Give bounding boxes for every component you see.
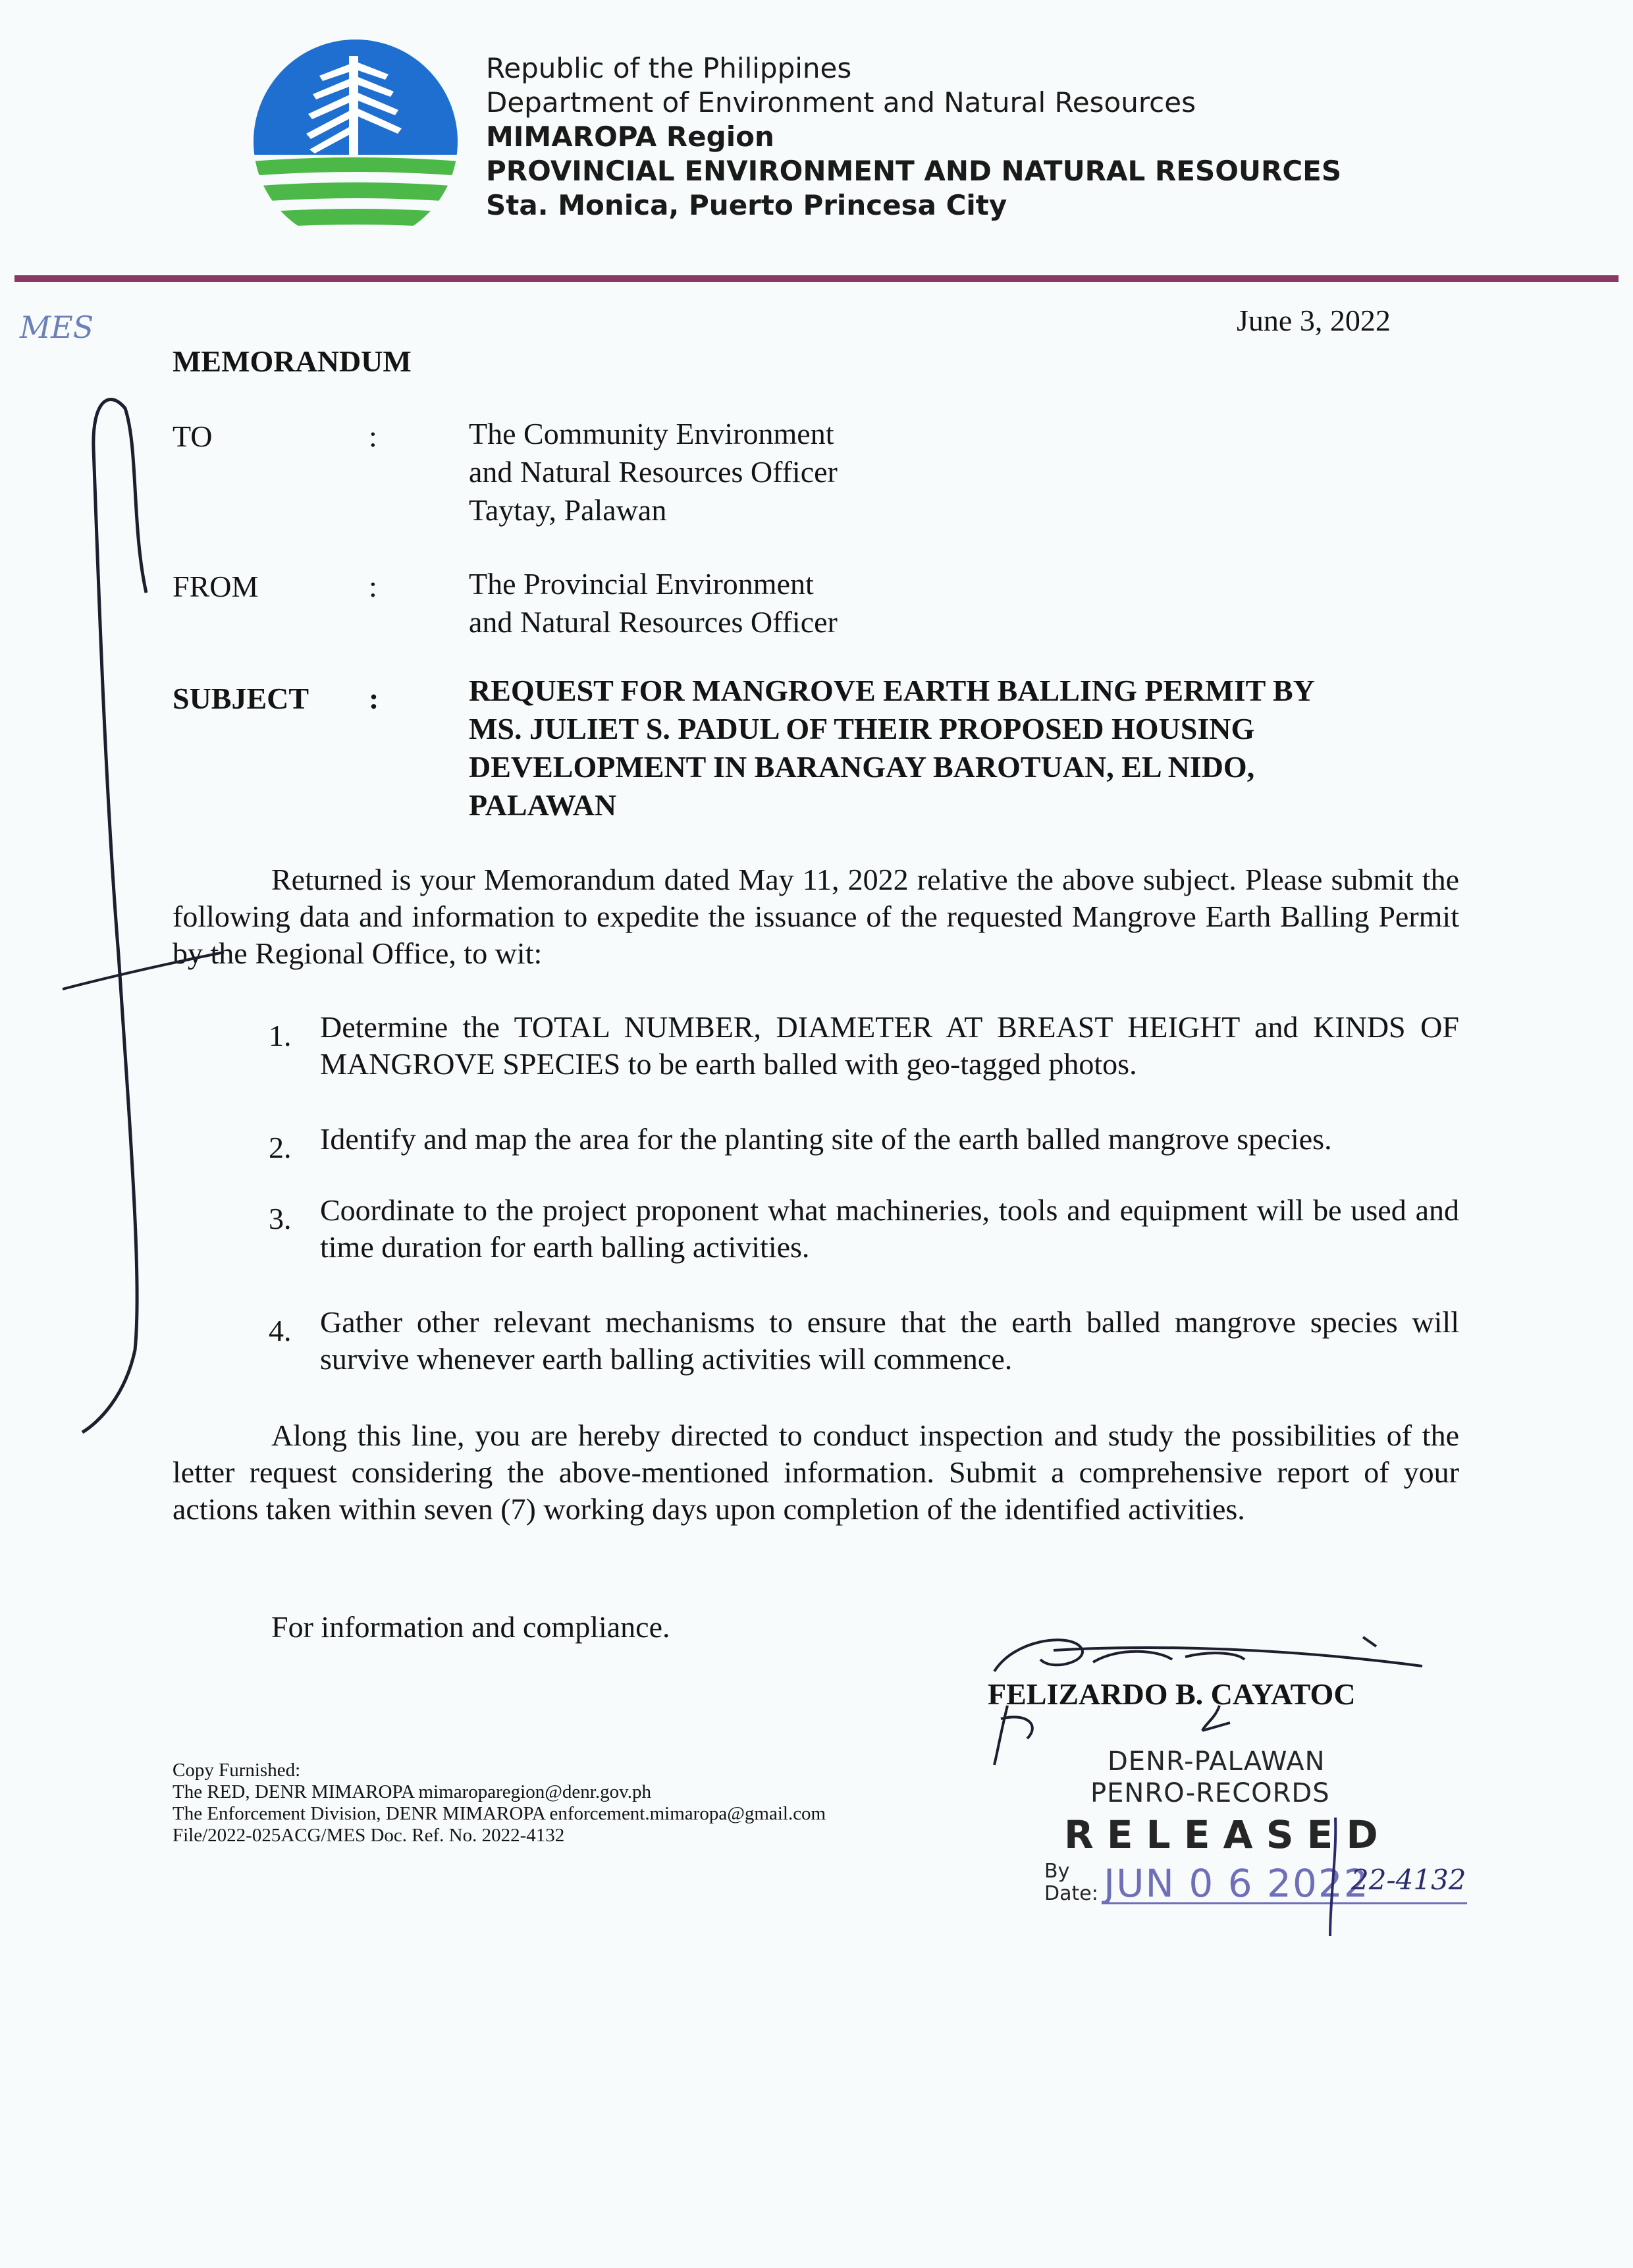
- list-item-1-text: Determine the TOTAL NUMBER, DIAMETER AT BREAST HEIGHT and KINDS OF MANGROVE SPECIES to be earth balled with geo-tagged photos.: [320, 1010, 1459, 1081]
- memo-title: MEMORANDUM: [173, 344, 412, 378]
- stamp-handwritten-ref: 22-4132: [1351, 1864, 1466, 1896]
- closing-paragraph: Along this line, you are hereby directed to conduct inspection and study the possibilities of the letter request considering the above-mentioned information. Submit a comprehensive report of your actions taken within seven (7) working days upon completion of the identified activities.: [173, 1418, 1459, 1526]
- margin-note: MES: [20, 310, 94, 345]
- final-line: For information and compliance.: [271, 1610, 670, 1644]
- letterhead-office: PROVINCIAL ENVIRONMENT AND NATURAL RESOURCES: [486, 155, 1342, 187]
- stamp-line-1: DENR-PALAWAN: [1108, 1746, 1325, 1777]
- to-line-1: The Community Environment: [469, 417, 834, 450]
- list-item-2-number: 2.: [269, 1131, 292, 1164]
- from-label: FROM: [173, 570, 259, 603]
- subject-line-4: PALAWAN: [469, 788, 617, 822]
- letterhead-department: Department of Environment and Natural Resources: [486, 86, 1196, 119]
- copy-furnished-heading: Copy Furnished:: [173, 1760, 301, 1781]
- to-line-3: Taytay, Palawan: [469, 493, 667, 527]
- list-item-3-number: 3.: [269, 1202, 292, 1235]
- letterhead-region: MIMAROPA Region: [486, 121, 774, 153]
- letterhead-republic: Republic of the Philippines: [486, 52, 852, 84]
- copy-furnished-line-2: The Enforcement Division, DENR MIMAROPA enforcement.mimaropa@gmail.com: [173, 1803, 826, 1824]
- list-item-4-text: Gather other relevant mechanisms to ensure that the earth balled mangrove species will survive whenever earth balling activities will commence.: [320, 1305, 1459, 1376]
- letterhead-address: Sta. Monica, Puerto Princesa City: [486, 189, 1007, 221]
- margin-bracket-mark: [82, 400, 146, 1433]
- signature-icon: [994, 1637, 1422, 1671]
- logo-land: [250, 157, 461, 229]
- signatory-name: FELIZARDO B. CAYATOC: [988, 1677, 1356, 1711]
- list-item-3-text: Coordinate to the project proponent what machineries, tools and equipment will be used and time duration for earth balling activities.: [320, 1193, 1459, 1264]
- stamp-date-label: Date:: [1044, 1882, 1098, 1905]
- list-item-1-number: 1.: [269, 1019, 292, 1052]
- to-label: TO: [173, 419, 213, 453]
- list-item-4-number: 4.: [269, 1314, 292, 1347]
- denr-logo-icon: [250, 36, 461, 247]
- subject-line-1: REQUEST FOR MANGROVE EARTH BALLING PERMIT BY: [469, 674, 1315, 707]
- memo-date: June 3, 2022: [1237, 304, 1391, 337]
- to-line-2: and Natural Resources Officer: [469, 455, 838, 489]
- stamp-by-label: By: [1044, 1860, 1070, 1883]
- signature-initials-mark: [994, 1706, 1032, 1765]
- header-divider: [14, 275, 1619, 282]
- subject-colon: :: [369, 682, 379, 715]
- intro-paragraph: Returned is your Memorandum dated May 11, 2022 relative the above subject. Please submit the following data and information to expedite the issuance of the requested Mangrove Earth Balling Permit by the Regional Office, to wit:: [173, 863, 1459, 970]
- from-line-2: and Natural Resources Officer: [469, 605, 838, 639]
- stamp-date-value: JUN 0 6 2022: [1104, 1861, 1370, 1906]
- from-colon: :: [369, 570, 377, 603]
- subject-line-2: MS. JULIET S. PADUL OF THEIR PROPOSED HOUSING: [469, 712, 1255, 745]
- from-line-1: The Provincial Environment: [469, 567, 814, 601]
- subject-label: SUBJECT: [173, 682, 309, 715]
- copy-furnished-line-3: File/2022-025ACG/MES Doc. Ref. No. 2022-4132: [173, 1825, 565, 1846]
- list-item-2-text: Identify and map the area for the planting site of the earth balled mangrove species.: [320, 1122, 1332, 1156]
- stamp-line-2: PENRO-RECORDS: [1090, 1778, 1330, 1808]
- letterhead: [486, 51, 1341, 223]
- to-colon: :: [369, 419, 377, 453]
- stamp-released: R E L E A S E D: [1064, 1812, 1378, 1857]
- copy-furnished-line-1: The RED, DENR MIMAROPA mimaroparegion@denr.gov.ph: [173, 1781, 651, 1802]
- subject-line-3: DEVELOPMENT IN BARANGAY BAROTUAN, EL NIDO,: [469, 750, 1255, 784]
